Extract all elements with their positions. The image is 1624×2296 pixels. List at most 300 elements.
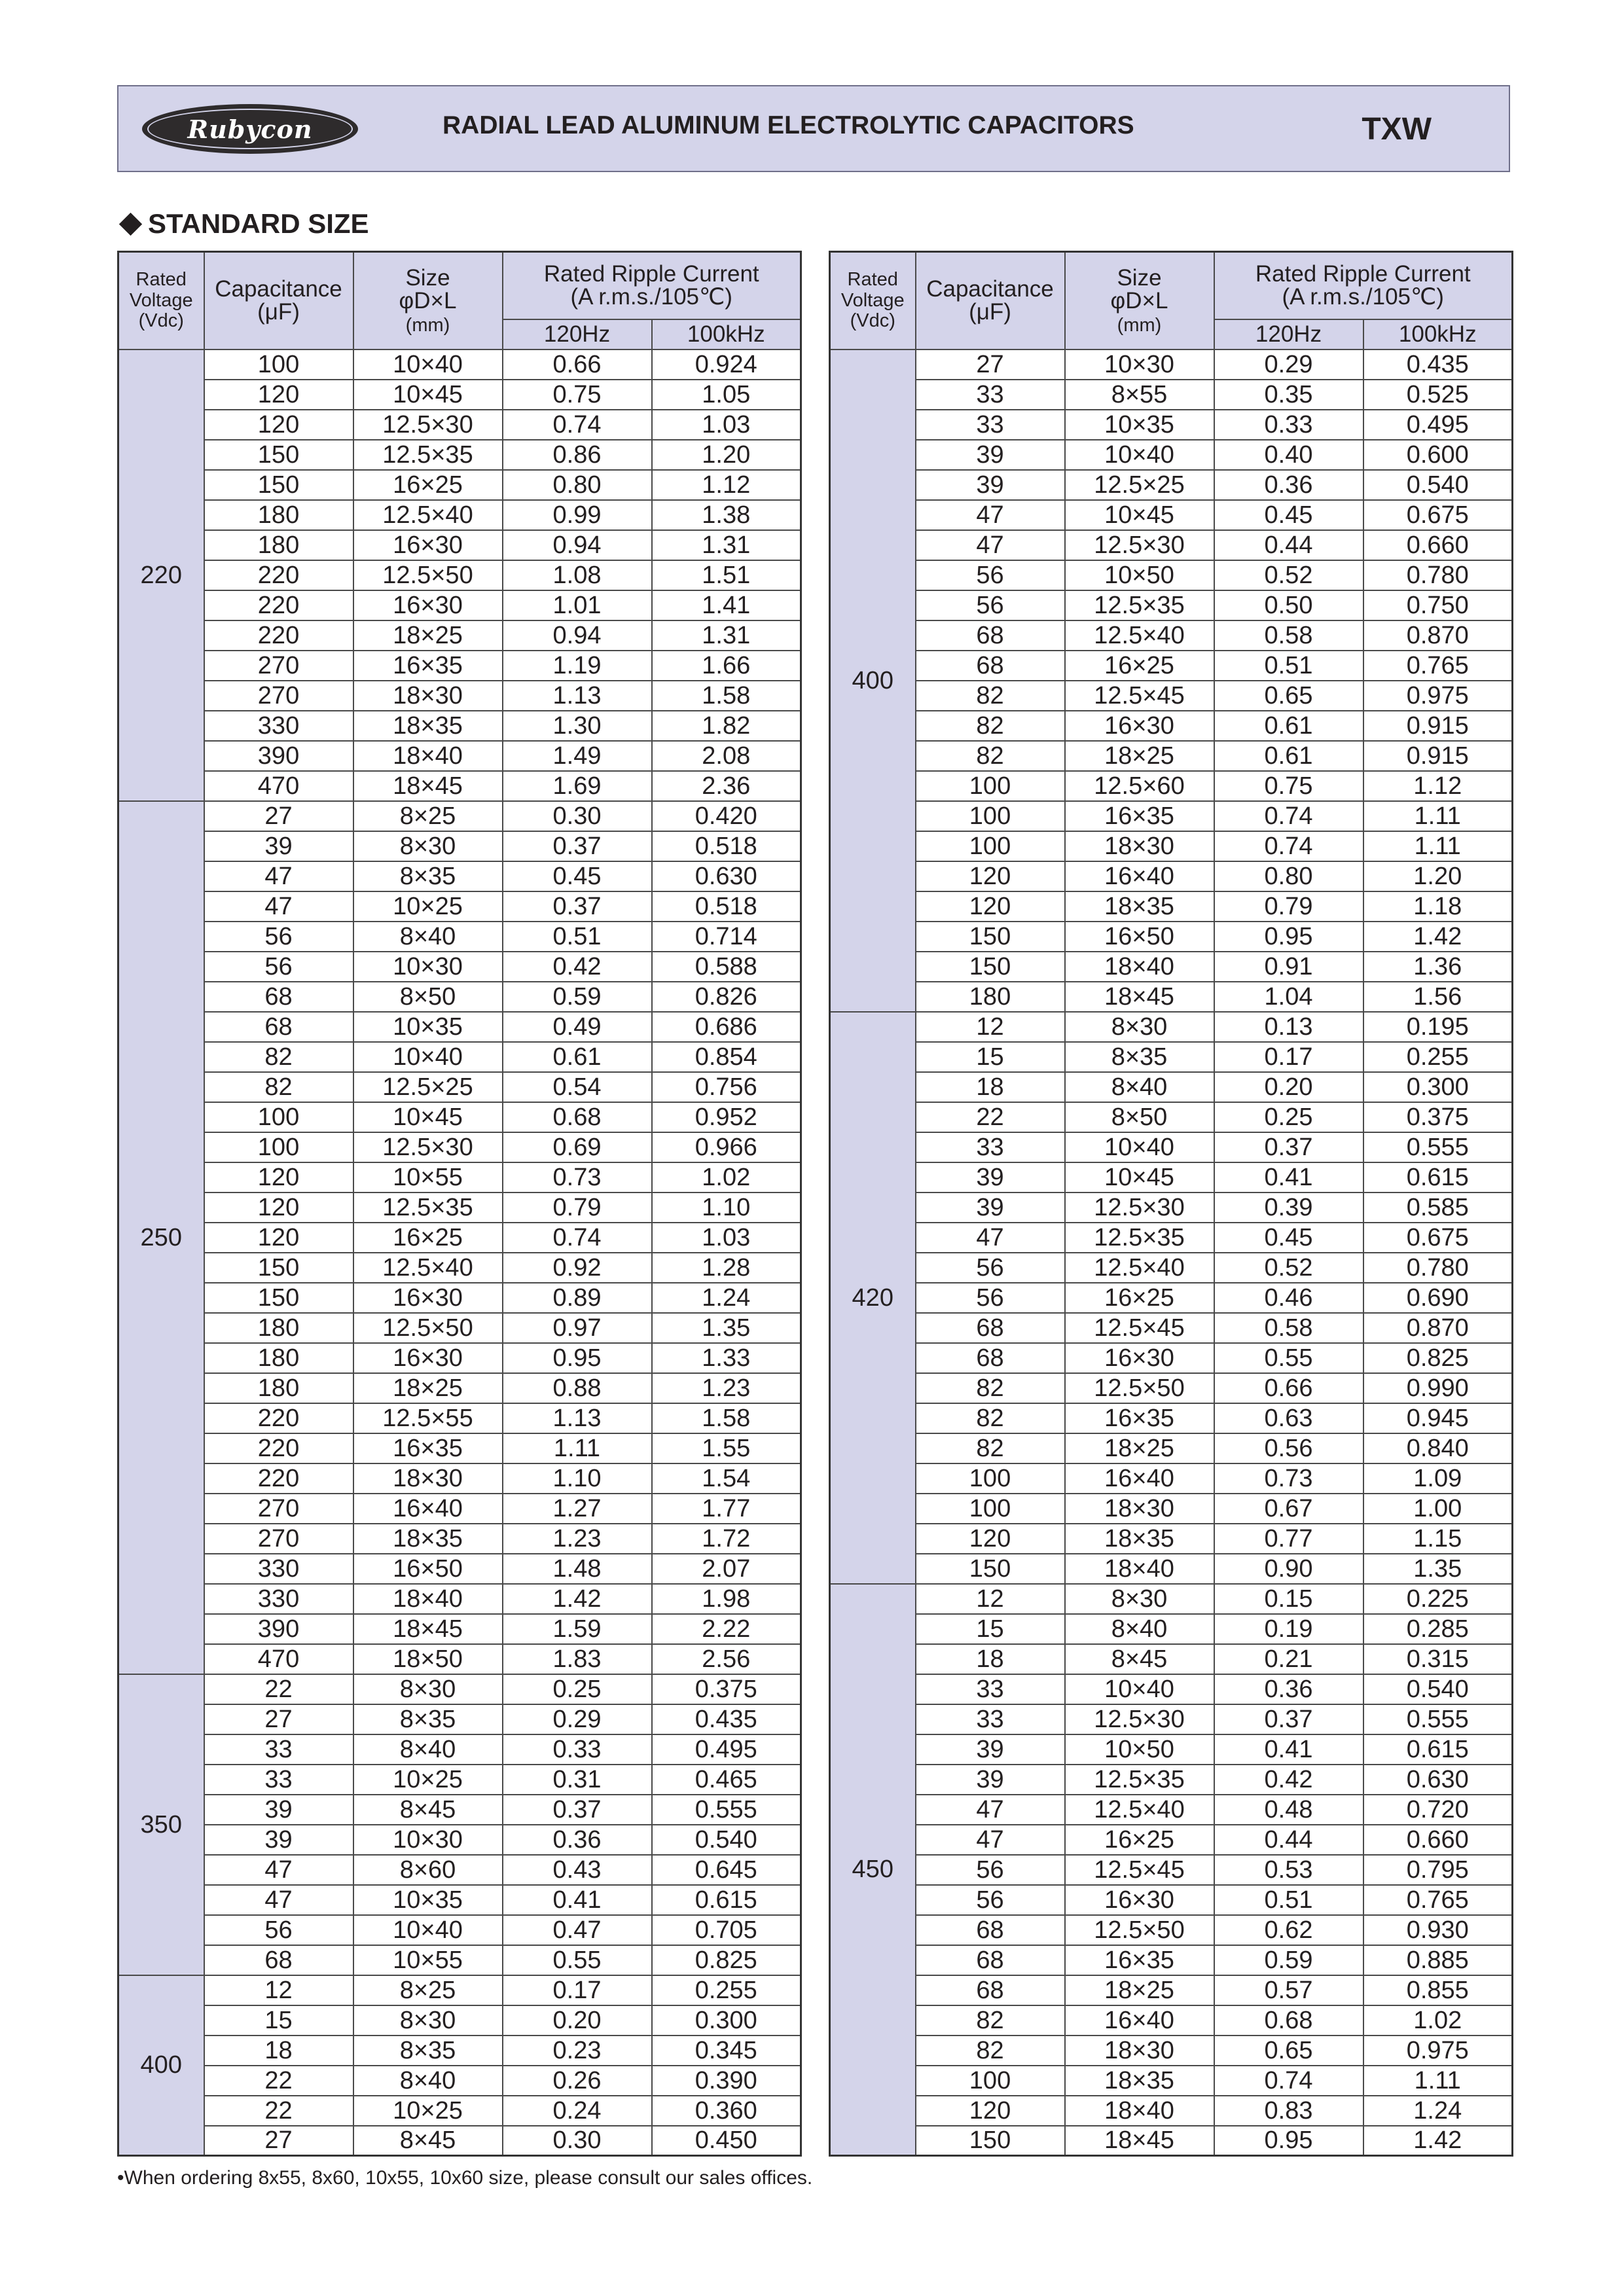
table-row: [118, 1644, 801, 1674]
capacitance-cell: 82: [916, 741, 1065, 771]
table-row: [830, 1554, 1513, 1584]
ripple-120hz-cell: 0.33: [503, 1734, 652, 1765]
table-row: [830, 1795, 1513, 1825]
ripple-120hz-cell: 1.59: [503, 1614, 652, 1644]
ripple-120hz-cell: 0.75: [1214, 771, 1363, 801]
capacitance-cell: 150: [916, 922, 1065, 952]
header-ripple-current: Rated Ripple Current (A r.m.s./105℃): [503, 252, 801, 319]
size-cell: 16×25: [353, 470, 503, 500]
ripple-100khz-cell: 0.255: [1363, 1042, 1513, 1072]
capacitance-cell: 33: [204, 1734, 353, 1765]
size-cell: 18×40: [353, 1584, 503, 1614]
ripple-100khz-cell: 0.390: [652, 2066, 801, 2096]
ripple-100khz-cell: 0.585: [1363, 1193, 1513, 1223]
section-title: STANDARD SIZE: [117, 208, 369, 240]
ripple-100khz-cell: 1.10: [652, 1193, 801, 1223]
capacitance-cell: 180: [204, 500, 353, 530]
table-row: [830, 350, 1513, 380]
ripple-120hz-cell: 0.63: [1214, 1403, 1363, 1433]
table-row: [830, 771, 1513, 801]
capacitance-cell: 120: [204, 410, 353, 440]
table-row: [830, 1313, 1513, 1343]
table-row: [830, 1433, 1513, 1463]
size-cell: 16×30: [353, 590, 503, 620]
ripple-120hz-cell: 0.40: [1214, 440, 1363, 470]
size-cell: 18×35: [1065, 1524, 1214, 1554]
ripple-120hz-cell: 0.37: [503, 831, 652, 861]
ripple-120hz-cell: 0.94: [503, 530, 652, 560]
table-row: [830, 2126, 1513, 2156]
size-cell: 18×25: [1065, 1433, 1214, 1463]
capacitance-cell: 68: [916, 651, 1065, 681]
table-row: [118, 711, 801, 741]
size-cell: 12.5×50: [1065, 1915, 1214, 1945]
ripple-120hz-cell: 0.97: [503, 1313, 652, 1343]
size-cell: 12.5×40: [353, 1253, 503, 1283]
capacitance-cell: 68: [204, 982, 353, 1012]
ripple-120hz-cell: 0.54: [503, 1072, 652, 1102]
table-row: [830, 590, 1513, 620]
table-row: [830, 1614, 1513, 1644]
ripple-100khz-cell: 1.82: [652, 711, 801, 741]
table-row: [118, 831, 801, 861]
ripple-120hz-cell: 0.46: [1214, 1283, 1363, 1313]
table-row: [830, 1734, 1513, 1765]
table-row: [118, 771, 801, 801]
capacitance-cell: 100: [204, 1132, 353, 1162]
ripple-120hz-cell: 0.61: [1214, 711, 1363, 741]
ripple-120hz-cell: 0.45: [1214, 1223, 1363, 1253]
ripple-120hz-cell: 0.41: [1214, 1734, 1363, 1765]
ripple-100khz-cell: 0.915: [1363, 741, 1513, 771]
size-cell: 10×55: [353, 1162, 503, 1193]
size-cell: 16×30: [1065, 1885, 1214, 1915]
table-row: [118, 801, 801, 831]
ripple-120hz-cell: 0.74: [1214, 2066, 1363, 2096]
table-row: [830, 1584, 1513, 1614]
capacitance-cell: 220: [204, 1403, 353, 1433]
ripple-100khz-cell: 1.23: [652, 1373, 801, 1403]
capacitance-cell: 82: [204, 1042, 353, 1072]
size-cell: 12.5×25: [353, 1072, 503, 1102]
size-cell: 18×30: [353, 1463, 503, 1494]
table-row: [118, 2036, 801, 2066]
capacitance-cell: 27: [916, 350, 1065, 380]
ripple-120hz-cell: 0.95: [1214, 2126, 1363, 2156]
ripple-120hz-cell: 0.86: [503, 440, 652, 470]
capacitance-cell: 12: [916, 1584, 1065, 1614]
ripple-100khz-cell: 0.540: [652, 1825, 801, 1855]
size-cell: 8×30: [1065, 1584, 1214, 1614]
size-cell: 18×30: [1065, 831, 1214, 861]
table-row: [118, 2126, 801, 2156]
table-row: [118, 1734, 801, 1765]
ripple-120hz-cell: 0.26: [503, 2066, 652, 2096]
table-row: [830, 952, 1513, 982]
ripple-100khz-cell: 0.686: [652, 1012, 801, 1042]
capacitance-cell: 68: [916, 1915, 1065, 1945]
ripple-120hz-cell: 0.73: [503, 1162, 652, 1193]
capacitance-cell: 18: [916, 1644, 1065, 1674]
table-row: [118, 922, 801, 952]
ripple-100khz-cell: 0.465: [652, 1765, 801, 1795]
capacitance-cell: 47: [204, 1885, 353, 1915]
ripple-100khz-cell: 0.555: [652, 1795, 801, 1825]
ripple-100khz-cell: 1.11: [1363, 2066, 1513, 2096]
ripple-120hz-cell: 1.11: [503, 1433, 652, 1463]
header-size: Size φD×L (mm): [1065, 252, 1214, 350]
capacitance-cell: 33: [916, 1132, 1065, 1162]
ripple-120hz-cell: 0.55: [1214, 1343, 1363, 1373]
table-row: [118, 350, 801, 380]
ripple-100khz-cell: 0.345: [652, 2036, 801, 2066]
ripple-120hz-cell: 1.69: [503, 771, 652, 801]
ripple-120hz-cell: 1.10: [503, 1463, 652, 1494]
ripple-120hz-cell: 0.29: [1214, 350, 1363, 380]
size-cell: 10×30: [1065, 350, 1214, 380]
table-row: [118, 1042, 801, 1072]
size-cell: 16×35: [1065, 801, 1214, 831]
size-cell: 8×35: [353, 1704, 503, 1734]
capacitance-cell: 180: [204, 1313, 353, 1343]
ripple-100khz-cell: 1.77: [652, 1494, 801, 1524]
ripple-120hz-cell: 0.52: [1214, 560, 1363, 590]
spec-table-left: [117, 251, 802, 2157]
size-cell: 8×35: [1065, 1042, 1214, 1072]
size-cell: 16×25: [1065, 1283, 1214, 1313]
size-cell: 10×40: [353, 1042, 503, 1072]
ripple-100khz-cell: 1.66: [652, 651, 801, 681]
table-row: [830, 470, 1513, 500]
size-cell: 12.5×35: [1065, 590, 1214, 620]
table-row: [118, 741, 801, 771]
ripple-100khz-cell: 1.00: [1363, 1494, 1513, 1524]
ripple-100khz-cell: 1.09: [1363, 1463, 1513, 1494]
table-row: [118, 1253, 801, 1283]
ripple-120hz-cell: 0.90: [1214, 1554, 1363, 1584]
ripple-120hz-cell: 1.13: [503, 681, 652, 711]
capacitance-cell: 56: [204, 922, 353, 952]
size-cell: 16×50: [1065, 922, 1214, 952]
size-cell: 16×35: [1065, 1403, 1214, 1433]
ripple-100khz-cell: 0.885: [1363, 1945, 1513, 1975]
capacitance-cell: 39: [916, 1765, 1065, 1795]
ripple-100khz-cell: 0.615: [1363, 1734, 1513, 1765]
table-row: [830, 711, 1513, 741]
table-row: [830, 1704, 1513, 1734]
table-row: [830, 922, 1513, 952]
capacitance-cell: 120: [204, 1162, 353, 1193]
voltage-cell: 220: [118, 350, 204, 801]
table-row: [118, 1193, 801, 1223]
ripple-120hz-cell: 0.67: [1214, 1494, 1363, 1524]
header-ripple-current: Rated Ripple Current (A r.m.s./105℃): [1214, 252, 1513, 319]
size-cell: 8×60: [353, 1855, 503, 1885]
ripple-120hz-cell: 0.92: [503, 1253, 652, 1283]
size-cell: 18×45: [353, 1614, 503, 1644]
ripple-120hz-cell: 0.20: [503, 2005, 652, 2036]
ripple-120hz-cell: 0.51: [1214, 651, 1363, 681]
capacitance-cell: 22: [204, 2066, 353, 2096]
capacitance-cell: 68: [916, 1945, 1065, 1975]
ripple-100khz-cell: 1.02: [652, 1162, 801, 1193]
ripple-120hz-cell: 1.01: [503, 590, 652, 620]
ripple-100khz-cell: 0.825: [652, 1945, 801, 1975]
table-row: [830, 620, 1513, 651]
table-row: [830, 440, 1513, 470]
ripple-100khz-cell: 1.58: [652, 1403, 801, 1433]
size-cell: 12.5×35: [1065, 1223, 1214, 1253]
size-cell: 12.5×30: [1065, 530, 1214, 560]
table-row: [118, 2005, 801, 2036]
capacitance-cell: 120: [916, 861, 1065, 891]
table-row: [830, 1644, 1513, 1674]
table-row: [118, 2066, 801, 2096]
size-cell: 10×40: [1065, 440, 1214, 470]
table-row: [830, 1403, 1513, 1433]
size-cell: 18×35: [1065, 891, 1214, 922]
size-cell: 10×45: [353, 380, 503, 410]
ripple-120hz-cell: 0.58: [1214, 620, 1363, 651]
table-row: [830, 1343, 1513, 1373]
ripple-120hz-cell: 0.94: [503, 620, 652, 651]
size-cell: 16×35: [353, 651, 503, 681]
ripple-120hz-cell: 0.44: [1214, 530, 1363, 560]
ripple-120hz-cell: 0.51: [1214, 1885, 1363, 1915]
capacitance-cell: 56: [916, 1283, 1065, 1313]
ripple-100khz-cell: 0.826: [652, 982, 801, 1012]
capacitance-cell: 15: [916, 1042, 1065, 1072]
size-cell: 18×40: [1065, 1554, 1214, 1584]
ripple-100khz-cell: 0.855: [1363, 1975, 1513, 2005]
capacitance-cell: 180: [204, 1343, 353, 1373]
table-row: [118, 1885, 801, 1915]
size-cell: 10×25: [353, 1765, 503, 1795]
table-row: [118, 1162, 801, 1193]
capacitance-cell: 22: [916, 1102, 1065, 1132]
table-row: [118, 2096, 801, 2126]
ripple-100khz-cell: 1.72: [652, 1524, 801, 1554]
table-row: [118, 380, 801, 410]
ripple-100khz-cell: 0.645: [652, 1855, 801, 1885]
ripple-100khz-cell: 0.495: [652, 1734, 801, 1765]
ripple-100khz-cell: 0.990: [1363, 1373, 1513, 1403]
capacitance-cell: 150: [204, 1283, 353, 1313]
ripple-120hz-cell: 0.59: [503, 982, 652, 1012]
size-cell: 8×50: [353, 982, 503, 1012]
table-row: [118, 1072, 801, 1102]
table-row: [118, 1343, 801, 1373]
capacitance-cell: 120: [916, 891, 1065, 922]
ripple-120hz-cell: 0.74: [1214, 801, 1363, 831]
ripple-100khz-cell: 0.588: [652, 952, 801, 982]
capacitance-cell: 390: [204, 1614, 353, 1644]
ripple-120hz-cell: 0.65: [1214, 2036, 1363, 2066]
size-cell: 12.5×40: [1065, 1795, 1214, 1825]
ripple-100khz-cell: 0.675: [1363, 500, 1513, 530]
ripple-100khz-cell: 0.300: [652, 2005, 801, 2036]
ripple-120hz-cell: 0.33: [1214, 410, 1363, 440]
ripple-100khz-cell: 0.375: [652, 1674, 801, 1704]
size-cell: 10×50: [1065, 1734, 1214, 1765]
header-100khz: 100kHz: [1363, 319, 1513, 350]
ripple-120hz-cell: 0.45: [503, 861, 652, 891]
table-row: [830, 1674, 1513, 1704]
size-cell: 18×25: [353, 620, 503, 651]
capacitance-cell: 27: [204, 2126, 353, 2156]
capacitance-cell: 330: [204, 711, 353, 741]
capacitance-cell: 39: [204, 831, 353, 861]
size-cell: 12.5×40: [1065, 1253, 1214, 1283]
capacitance-cell: 150: [916, 2126, 1065, 2156]
table-row: [830, 1765, 1513, 1795]
size-cell: 16×30: [1065, 1343, 1214, 1373]
table-row: [118, 560, 801, 590]
table-row: [830, 380, 1513, 410]
size-cell: 10×35: [1065, 410, 1214, 440]
ripple-100khz-cell: 0.285: [1363, 1614, 1513, 1644]
ripple-120hz-cell: 0.69: [503, 1132, 652, 1162]
ripple-100khz-cell: 0.675: [1363, 1223, 1513, 1253]
ripple-120hz-cell: 0.23: [503, 2036, 652, 2066]
ripple-100khz-cell: 2.08: [652, 741, 801, 771]
capacitance-cell: 100: [916, 1494, 1065, 1524]
ripple-120hz-cell: 0.19: [1214, 1614, 1363, 1644]
size-cell: 8×35: [353, 2036, 503, 2066]
table-row: [830, 1494, 1513, 1524]
ripple-100khz-cell: 0.315: [1363, 1644, 1513, 1674]
ripple-120hz-cell: 0.31: [503, 1765, 652, 1795]
size-cell: 8×40: [353, 922, 503, 952]
ripple-120hz-cell: 0.74: [1214, 831, 1363, 861]
voltage-cell: 420: [830, 1012, 916, 1584]
size-cell: 16×30: [353, 1283, 503, 1313]
size-cell: 12.5×30: [353, 1132, 503, 1162]
capacitance-cell: 39: [916, 440, 1065, 470]
table-row: [830, 651, 1513, 681]
size-cell: 12.5×60: [1065, 771, 1214, 801]
table-row: [118, 1012, 801, 1042]
size-cell: 16×30: [353, 1343, 503, 1373]
capacitance-cell: 82: [916, 711, 1065, 741]
table-row: [118, 1494, 801, 1524]
ripple-120hz-cell: 1.30: [503, 711, 652, 741]
ripple-120hz-cell: 0.41: [503, 1885, 652, 1915]
table-row: [830, 1072, 1513, 1102]
capacitance-cell: 56: [916, 590, 1065, 620]
ripple-120hz-cell: 0.62: [1214, 1915, 1363, 1945]
table-row: [118, 1674, 801, 1704]
capacitance-cell: 120: [916, 2096, 1065, 2126]
ripple-100khz-cell: 1.18: [1363, 891, 1513, 922]
ripple-100khz-cell: 0.966: [652, 1132, 801, 1162]
table-row: [118, 1554, 801, 1584]
table-row: [118, 590, 801, 620]
size-cell: 10×40: [353, 350, 503, 380]
ripple-120hz-cell: 0.43: [503, 1855, 652, 1885]
ripple-100khz-cell: 0.360: [652, 2096, 801, 2126]
table-row: [118, 861, 801, 891]
capacitance-cell: 82: [916, 1403, 1065, 1433]
ripple-100khz-cell: 1.11: [1363, 831, 1513, 861]
capacitance-cell: 100: [204, 1102, 353, 1132]
table-row: [830, 1463, 1513, 1494]
header-capacitance: Capacitance (μF): [204, 252, 353, 350]
table-row: [118, 982, 801, 1012]
ripple-120hz-cell: 0.58: [1214, 1313, 1363, 1343]
size-cell: 10×35: [353, 1885, 503, 1915]
ripple-120hz-cell: 0.47: [503, 1915, 652, 1945]
ripple-120hz-cell: 0.68: [503, 1102, 652, 1132]
size-cell: 16×30: [353, 530, 503, 560]
ripple-120hz-cell: 1.04: [1214, 982, 1363, 1012]
ripple-100khz-cell: 0.765: [1363, 651, 1513, 681]
ripple-120hz-cell: 0.15: [1214, 1584, 1363, 1614]
table-row: [830, 1102, 1513, 1132]
size-cell: 16×35: [353, 1433, 503, 1463]
size-cell: 18×45: [1065, 2126, 1214, 2156]
size-cell: 8×40: [1065, 1614, 1214, 1644]
capacitance-cell: 12: [204, 1975, 353, 2005]
size-cell: 16×40: [1065, 861, 1214, 891]
size-cell: 12.5×40: [353, 500, 503, 530]
ripple-120hz-cell: 0.36: [1214, 470, 1363, 500]
ripple-120hz-cell: 0.66: [1214, 1373, 1363, 1403]
voltage-cell: 250: [118, 801, 204, 1674]
size-cell: 12.5×30: [353, 410, 503, 440]
ripple-100khz-cell: 0.555: [1363, 1704, 1513, 1734]
table-row: [118, 1313, 801, 1343]
ripple-120hz-cell: 0.83: [1214, 2096, 1363, 2126]
capacitance-cell: 47: [204, 1855, 353, 1885]
ripple-100khz-cell: 2.22: [652, 1614, 801, 1644]
size-cell: 8×40: [353, 1734, 503, 1765]
capacitance-cell: 27: [204, 801, 353, 831]
capacitance-cell: 68: [916, 620, 1065, 651]
size-cell: 18×35: [1065, 2066, 1214, 2096]
ripple-100khz-cell: 0.518: [652, 891, 801, 922]
capacitance-cell: 56: [204, 1915, 353, 1945]
capacitance-cell: 15: [916, 1614, 1065, 1644]
size-cell: 8×30: [353, 831, 503, 861]
size-cell: 18×30: [1065, 1494, 1214, 1524]
ripple-120hz-cell: 0.50: [1214, 590, 1363, 620]
capacitance-cell: 39: [916, 470, 1065, 500]
size-cell: 16×30: [1065, 711, 1214, 741]
table-row: [830, 1162, 1513, 1193]
size-cell: 10×35: [353, 1012, 503, 1042]
table-row: [118, 1373, 801, 1403]
header-size: Size φD×L (mm): [353, 252, 503, 350]
capacitance-cell: 47: [916, 1795, 1065, 1825]
ripple-100khz-cell: 2.07: [652, 1554, 801, 1584]
ripple-120hz-cell: 0.65: [1214, 681, 1363, 711]
ripple-120hz-cell: 0.59: [1214, 1945, 1363, 1975]
ripple-100khz-cell: 0.870: [1363, 620, 1513, 651]
size-cell: 12.5×45: [1065, 1855, 1214, 1885]
ripple-100khz-cell: 2.56: [652, 1644, 801, 1674]
capacitance-cell: 15: [204, 2005, 353, 2036]
size-cell: 10×50: [1065, 560, 1214, 590]
table-row: [118, 1855, 801, 1885]
capacitance-cell: 270: [204, 651, 353, 681]
ripple-100khz-cell: 0.420: [652, 801, 801, 831]
ripple-100khz-cell: 0.854: [652, 1042, 801, 1072]
ripple-100khz-cell: 0.660: [1363, 1825, 1513, 1855]
size-cell: 12.5×50: [1065, 1373, 1214, 1403]
capacitance-cell: 33: [916, 410, 1065, 440]
ripple-120hz-cell: 0.80: [503, 470, 652, 500]
